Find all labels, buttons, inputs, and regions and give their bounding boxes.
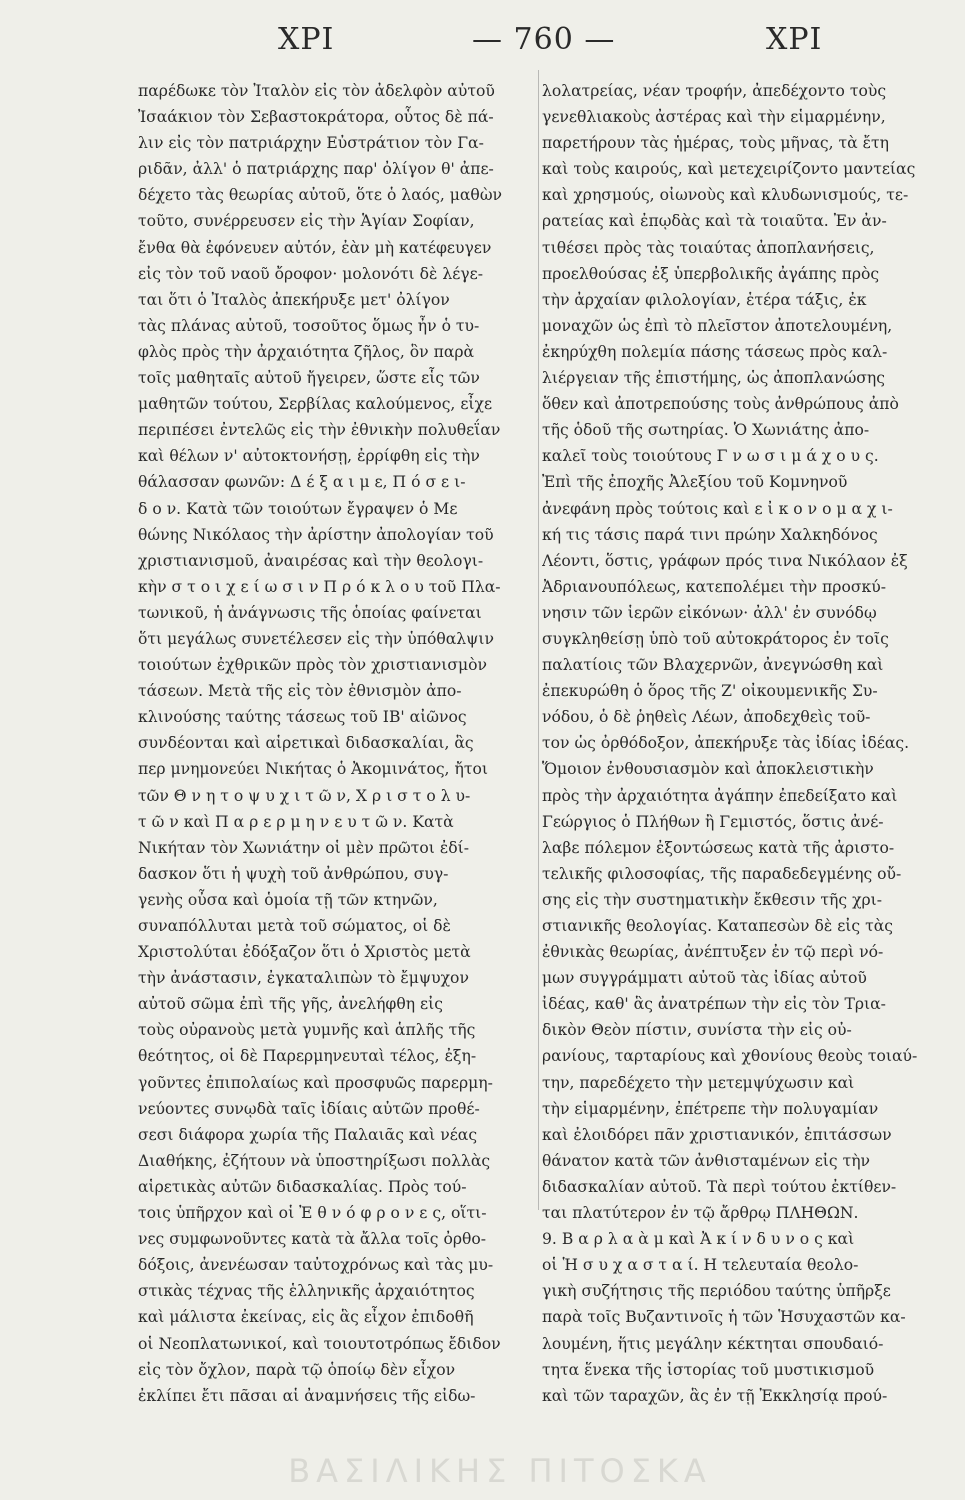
text-line: λιν εἰς τὸν πατριάρχην Εὐστράτιον τὸν Γα- xyxy=(138,134,484,153)
text-line: ρανίους, ταρταρίους καὶ χθονίους θεοὺς τοιαύ- xyxy=(542,1047,918,1066)
text-line: γενὴς οὖσα καὶ ὁμοία τῇ τῶν κτηνῶν, xyxy=(138,890,438,909)
text-line: τὴν εἱμαρμένην, ἐπέτρεπε τὴν πολυγαμίαν xyxy=(542,1099,879,1118)
text-line: ἰδέας, καθ' ἃς ἀνατρέπων τὴν εἰς τὸν Τρια- xyxy=(542,995,886,1014)
text-line: τελικῆς φιλοσοφίας, τῆς παραδεδεγμένης οὔ- xyxy=(542,864,902,883)
text-line: Γεώργιος ὁ Πλήθων ἢ Γεμιστός, ὅστις ἀνέ- xyxy=(542,812,884,831)
text-line: παρετήρουν τὰς ἡμέρας, τοὺς μῆνας, τὰ ἔτη xyxy=(542,134,889,153)
text-line: Ἐπὶ τῆς ἐποχῆς Ἀλεξίου τοῦ Κομνηνοῦ xyxy=(542,473,848,492)
text-line: καλεῖ τοὺς τοιούτους Γ ν ω σ ι μ ά χ ο υ ς. xyxy=(542,447,879,466)
text-line: σεσι διάφορα χωρία τῆς Παλαιᾶς καὶ νέας xyxy=(138,1125,478,1144)
text-line: λουμένη, ἥτις μεγάλην κέκτηται σπουδαιό- xyxy=(542,1334,884,1353)
text-line: καὶ μάλιστα ἐκείνας, εἰς ἃς εἶχον ἐπιδοθῆ xyxy=(138,1308,474,1327)
text-line: τοὺς οὐρανοὺς μετὰ γυμνῆς καὶ ἁπλῆς τῆς xyxy=(138,1021,476,1040)
watermark: ΒΑΣΙΛΙΚΗΣ ΠΙΤΟΣΚΑ xyxy=(288,1452,712,1490)
text-line: συγκληθείσῃ ὑπὸ τοῦ αὐτοκράτορος ἐν τοῖς xyxy=(542,629,889,648)
text-line: λαβε πόλεμον ἐξοντώσεως κατὰ τῆς ἀριστο- xyxy=(542,838,895,857)
text-line: θάλασσαν φωνῶν: Δ έ ξ α ι μ ε, Π ό σ ε ι- xyxy=(138,473,466,492)
text-line: καὶ ἐλοιδόρει πᾶν χριστιανικόν, ἐπιτάσσων xyxy=(542,1125,892,1144)
text-line: αὐτοῦ σῶμα ἐπὶ τῆς γῆς, ἀνελήφθη εἰς xyxy=(138,995,443,1014)
text-line: Ἰσαάκιον τὸν Σεβαστοκράτορα, οὗτος δὲ πά- xyxy=(138,108,494,127)
text-line: θάνατον κατὰ τῶν ἀνθισταμένων εἰς τὴν xyxy=(542,1151,871,1170)
text-line: κὴν σ τ ο ι χ ε ί ω σ ι ν Π ρ ό κ λ ο υ τοῦ Πλα- xyxy=(138,577,501,596)
text-line: Νικήταν τὸν Χωνιάτην οἱ μὲν πρῶτοι ἐδί- xyxy=(138,838,469,857)
text-line: τοῦτο, συνέρρευσεν εἰς τὴν Ἁγίαν Σοφίαν, xyxy=(138,212,475,231)
text-line: χριστιανισμοῦ, ἀναιρέσας καὶ τὴν θεολογι- xyxy=(138,551,484,570)
text-line: την, παρεδέχετο τὴν μετεμψύχωσιν καὶ xyxy=(542,1073,855,1092)
text-line: ται πλατύτερον ἐν τῷ ἄρθρῳ ΠΛΗΘΩΝ. xyxy=(542,1204,859,1223)
text-line: ριδᾶν, ἀλλ' ὁ πατριάρχης παρ' ὀλίγον θ' ἀπε- xyxy=(138,160,494,179)
text-line: φλὸς πρὸς τὴν ἀρχαιότητα ζῆλος, ὃν παρὰ xyxy=(138,342,475,361)
text-line: τὰς πλάνας αὐτοῦ, τοσοῦτος ὅμως ἦν ὁ τυ- xyxy=(138,316,480,335)
text-line: κλινούσης ταύτης τάσεως τοῦ ΙΒ' αἰῶνος xyxy=(138,708,467,727)
text-line: ἐκηρύχθη πολεμία πάσης τάσεως πρὸς καλ- xyxy=(542,342,888,361)
header-right: ΧΡΙ xyxy=(766,22,823,57)
text-line: Χριστολύται ἐδόξαζον ὅτι ὁ Χριστὸς μετὰ xyxy=(138,943,471,962)
text-line: συνδέονται καὶ αἱρετικαὶ διδασκαλίαι, ἃς xyxy=(138,734,474,753)
text-line: ἔνθα θὰ ἐφόνευεν αὐτόν, ἐὰν μὴ κατέφευγεν xyxy=(138,238,492,257)
text-line: παρὰ τοῖς Βυζαντινοῖς ἡ τῶν Ἡσυχαστῶν κα- xyxy=(542,1308,906,1327)
left-column xyxy=(138,78,523,1409)
text-line: τὴν ἀνάστασιν, ἐγκαταλιπὼν τὸ ἔμψυχον xyxy=(138,969,469,988)
text-line: Ἀδριανουπόλεως, κατεπολέμει τὴν προσκύ- xyxy=(542,577,886,596)
text-line: αἱρετικὰς αὐτῶν διδασκαλίας. Πρὸς τού- xyxy=(138,1177,467,1196)
text-line: εἰς τὸν ὄχλον, παρὰ τῷ ὁποίῳ δὲν εἶχον xyxy=(138,1360,456,1379)
text-line: ἀνεφάνη πρὸς τούτοις καὶ ε ἰ κ ο ν ο μ α χ ι- xyxy=(542,499,893,518)
text-line: λολατρείας, νέαν τροφήν, ἀπεδέχοντο τοὺς xyxy=(542,82,887,100)
text-line: σης εἰς τὴν συστηματικὴν ἔκθεσιν τῆς χρι- xyxy=(542,890,883,909)
text-line: πρὸς τὴν ἀρχαιότητα ἀγάπην ἐπεδείξατο καὶ xyxy=(542,786,898,805)
text-line: Διαθήκης, ἐζήτουν νὰ ὑποστηρίξωσι πολλὰς xyxy=(138,1151,491,1170)
text-line: τῶν Θ ν η τ ο ψ υ χ ι τ ῶ ν, Χ ρ ι σ τ ο λ υ- xyxy=(138,786,471,805)
text-line: στικὰς τέχνας τῆς ἑλληνικῆς ἀρχαιότητος xyxy=(138,1282,475,1301)
text-line: ἐπεκυρώθη ὁ ὅρος τῆς Ζ' οἰκουμενικῆς Συ- xyxy=(542,682,878,701)
text-line: εἰς τὸν τοῦ ναοῦ ὄροφον· μολονότι δὲ λέγε- xyxy=(138,264,483,283)
header-left: ΧΡΙ xyxy=(278,22,335,57)
text-line: ἐκλίπει ἔτι πᾶσαι αἱ ἀναμνήσεις τῆς εἰδω- xyxy=(138,1386,476,1405)
text-line: 9. Β α ρ λ α ὰ μ καὶ Ἀ κ ί ν δ υ ν ο ς καὶ xyxy=(542,1230,855,1249)
text-line: ρατείας καὶ ἐπῳδὰς καὶ τὰ τοιαῦτα. Ἐν ἀν- xyxy=(542,212,887,231)
text-line: δασκον ὅτι ἡ ψυχὴ τοῦ ἀνθρώπου, συγ- xyxy=(138,864,449,883)
text-line: Ὅμοιον ἐνθουσιασμὸν καὶ ἀποκλειστικὴν xyxy=(542,760,874,779)
text-line: καὶ θέλων ν' αὐτοκτονήσῃ, ἐρρίφθη εἰς τὴν xyxy=(138,447,480,466)
text-line: τον ὡς ὀρθόδοξον, ἀπεκήρυξε τὰς ἰδίας ἰδέας. xyxy=(542,734,910,753)
text-line: Λέοντι, ὅστις, γράφων πρός τινα Νικόλαον ἐξ xyxy=(542,551,908,570)
text-line: συναπόλλυται μετὰ τοῦ σώματος, οἱ δὲ xyxy=(138,917,451,935)
page-number: — 760 — xyxy=(472,22,616,57)
text-line: καὶ χρησμούς, οἰωνοὺς καὶ κλυδωνισμούς, τε- xyxy=(542,186,909,205)
text-line: ται ὅτι ὁ Ἰταλὸς ἀπεκήρυξε μετ' ὀλίγον xyxy=(138,290,450,309)
text-line: οἱ Νεοπλατωνικοί, καὶ τοιουτοτρόπως ἔδιδον xyxy=(138,1334,501,1353)
text-line: παρέδωκε τὸν Ἰταλὸν εἰς τὸν ἀδελφὸν αὐτοῦ xyxy=(138,82,495,100)
text-line: περ μνημονεύει Νικήτας ὁ Ἀκομινάτος, ἤτοι xyxy=(138,760,488,779)
text-line: μαθητῶν τούτου, Σερβίλας καλούμενος, εἶχε xyxy=(138,395,493,414)
text-line: δ ο ν. Κατὰ τῶν τοιούτων ἔγραψεν ὁ Με xyxy=(138,499,458,518)
text-line: ἐθνικὰς θεωρίας, ἀνέπτυξεν ἐν τῷ περὶ νό- xyxy=(542,943,884,962)
text-line: καὶ τῶν ταραχῶν, ἃς ἐν τῇ Ἐκκλησίᾳ πρού- xyxy=(542,1386,888,1405)
text-line: στιανικῆς θεολογίας. Καταπεσὼν δὲ εἰς τὰς xyxy=(542,917,893,935)
text-line: λιέργειαν τῆς ἐπιστήμης, ὡς ἀποπλανώσης xyxy=(542,369,886,388)
text-line: δόξοις, ἀνενέωσαν ταὐτοχρόνως καὶ τὰς μυ- xyxy=(138,1256,494,1275)
text-line: θώνης Νικόλαος τὴν ἀρίστην ἀπολογίαν τοῦ xyxy=(138,525,494,544)
text-line: θεότητος, οἱ δὲ Παρερμηνευταὶ τέλος, ἐξη- xyxy=(138,1047,477,1066)
text-line: προελθούσας ἐξ ὑπερβολικῆς ἀγάπης πρὸς xyxy=(542,264,880,283)
text-line: κή τις τάσις παρά τινι πρώην Χαλκηδόνος xyxy=(542,525,878,544)
text-line: τάσεων. Μετὰ τῆς εἰς τὸν ἐθνισμὸν ἀπο- xyxy=(138,682,462,701)
text-line: τῆς ὁδοῦ τῆς σωτηρίας. Ὁ Χωνιάτης ἀπο- xyxy=(542,421,870,440)
text-line: μων συγγράμματι αὐτοῦ τὰς ἰδίας αὐτοῦ xyxy=(542,969,867,988)
text-line: νησιν τῶν ἱερῶν εἰκόνων· ἀλλ' ἐν συνόδῳ xyxy=(542,603,877,622)
text-line: δέχετο τὰς θεωρίας αὐτοῦ, ὅτε ὁ λαός, μαθὼν xyxy=(138,186,503,205)
text-line: ὅθεν καὶ ἀποτρεπούσης τοὺς ἀνθρώπους ἀπὸ xyxy=(542,395,899,414)
text-line: δικὸν Θεὸν πίστιν, συνίστα τὴν εἰς οὐ- xyxy=(542,1021,852,1040)
text-line: μοναχῶν ὡς ἐπὶ τὸ πλεῖστον ἀποτελουμένη, xyxy=(542,316,893,335)
text-line: τοιούτων ἐχθρικῶν πρὸς τὸν χριστιανισμὸν xyxy=(138,656,487,675)
text-line: γοῦντες ἐπιπολαίως καὶ προσφυῶς παρερμη- xyxy=(138,1073,493,1092)
text-line: νεύοντες συνῳδὰ ταῖς ἰδίαις αὐτῶν προθέ- xyxy=(138,1099,480,1118)
text-line: παλατίοις τῶν Βλαχερνῶν, ἀνεγνώσθη καὶ xyxy=(542,656,884,675)
text-line: τοις ὑπῆρχον καὶ οἱ Ἐ θ ν ό φ ρ ο ν ε ς, οἵτι- xyxy=(138,1204,487,1223)
text-line: τοῖς μαθηταῖς αὐτοῦ ἤγειρεν, ὥστε εἷς τῶν xyxy=(138,369,480,388)
text-line: ὅτι μεγάλως συνετέλεσεν εἰς τὴν ὑπόθαλψιν xyxy=(138,629,494,648)
text-line: περιπέσει ἐντελῶς εἰς τὴν ἐθνικὴν πολυθεΐαν xyxy=(138,421,501,440)
text-line: νες συμφωνοῦντες κατὰ τὰ ἄλλα τοῖς ὀρθο- xyxy=(138,1230,487,1249)
text-line: τὴν ἀρχαίαν φιλολογίαν, ἑτέρα τάξις, ἐκ xyxy=(542,290,867,309)
text-line: διδασκαλίαν αὐτοῦ. Τὰ περὶ τούτου ἐκτίθεν- xyxy=(542,1177,897,1196)
right-column xyxy=(542,78,922,1409)
text-line: τητα ἕνεκα τῆς ἱστορίας τοῦ μυστικισμοῦ xyxy=(542,1360,875,1379)
text-line: τιθέσει πρὸς τὰς τοιαύτας ἀποπλανήσεις, xyxy=(542,238,875,257)
text-line: καὶ τοὺς καιρούς, καὶ μετεχειρίζοντο μαντείας xyxy=(542,160,916,179)
column-divider xyxy=(538,70,539,1210)
text-line: γικὴ συζήτησις τῆς περιόδου ταύτης ὑπῆρξε xyxy=(542,1282,891,1301)
text-line: νόδου, ὁ δὲ ῥηθεὶς Λέων, ἀποδεχθεὶς τοῦ- xyxy=(542,708,871,727)
text-line: τωνικοῦ, ἡ ἀνάγνωσις τῆς ὁποίας φαίνεται xyxy=(138,603,482,622)
text-line: τ ῶ ν καὶ Π α ρ ε ρ μ η ν ε υ τ ῶ ν. Κατὰ xyxy=(138,812,454,831)
text-line: οἱ Ἡ σ υ χ α σ τ α ί. Η τελευταία θεολο- xyxy=(542,1256,859,1275)
text-line: γενεθλιακοὺς ἀστέρας καὶ τὴν εἱμαρμένην, xyxy=(542,108,886,127)
